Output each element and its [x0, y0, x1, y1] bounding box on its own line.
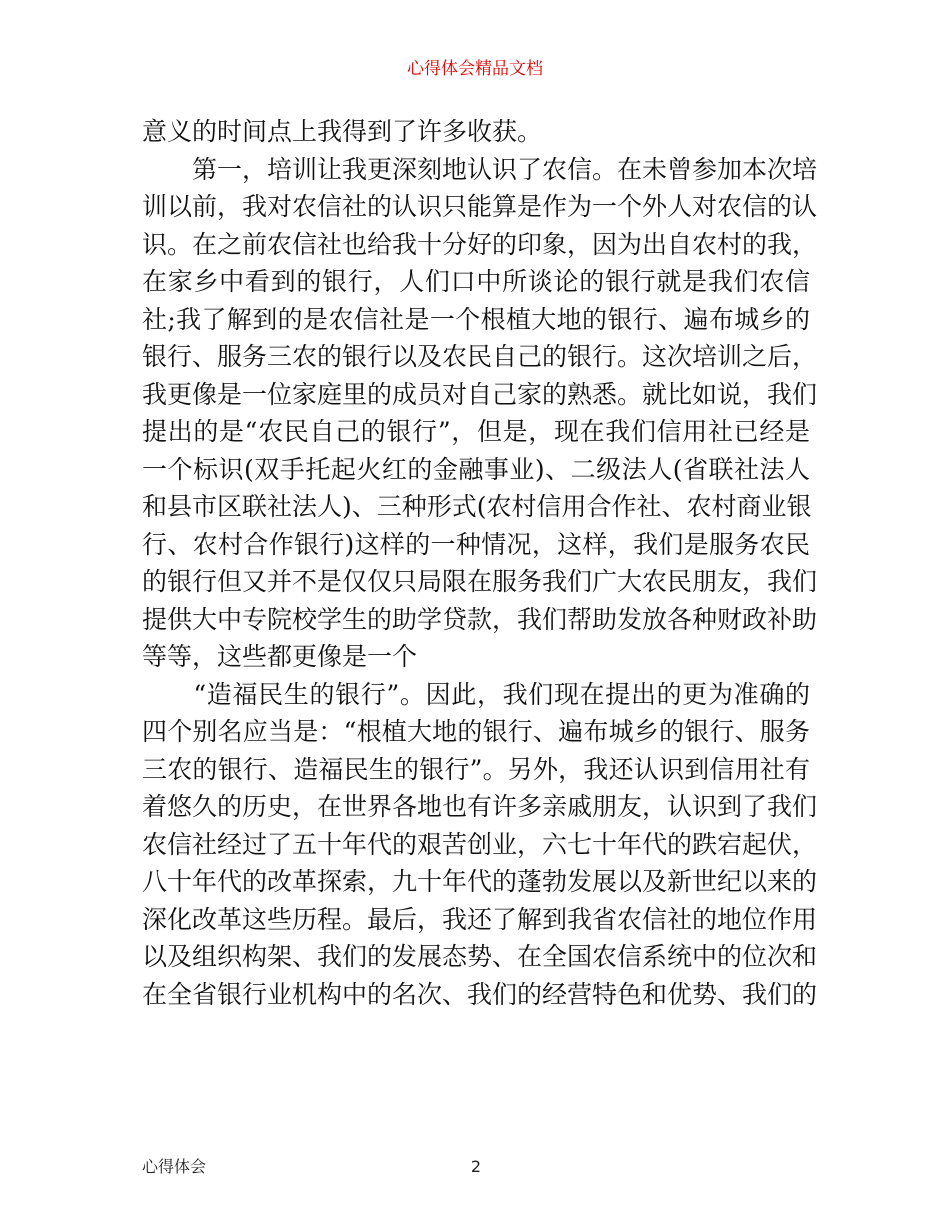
body-line: 以及组织构架、我们的发展态势、在全国农信系统中的位次和 [142, 942, 818, 971]
body-line: 和县市区联社法人)、三种形式(农村信用合作社、农村商业银 [142, 492, 812, 521]
body-line: 社;我了解到的是农信社是一个根植大地的银行、遍布城乡的 [142, 304, 810, 334]
body-line: 提供大中专院校学生的助学贷款，我们帮助发放各种财政补助 [142, 604, 818, 634]
body-line: 我更像是一位家庭里的成员对自己家的熟悉。就比如说，我们 [142, 379, 818, 409]
body-line: 四个别名应当是：“根植大地的银行、遍布城乡的银行、服务 [142, 717, 810, 746]
body-line: “造福民生的银行”。因此，我们现在提出的更为准确的 [142, 679, 810, 709]
body-line: 一个标识(双手托起火红的金融事业)、二级法人(省联社法人 [142, 454, 810, 484]
body-line: 识。在之前农信社也给我十分好的印象，因为出自农村的我， [142, 229, 818, 259]
page-header-title: 心得体会精品文档 [407, 59, 543, 79]
body-line: 银行、服务三农的银行以及农民自己的银行。这次培训之后， [142, 342, 818, 371]
body-line: 第一，培训让我更深刻地认识了农信。在未曾参加本次培 [142, 154, 818, 184]
body-line: 的银行但又并不是仅仅只局限在服务我们广大农民朋友，我们 [142, 567, 818, 596]
body-line: 训以前，我对农信社的认识只能算是作为一个外人对农信的认 [142, 192, 818, 221]
body-line: 等等，这些都更像是一个 [142, 642, 418, 671]
body-line: 在家乡中看到的银行，人们口中所谈论的银行就是我们农信 [142, 267, 810, 296]
body-line: 意义的时间点上我得到了许多收获。 [142, 117, 543, 146]
footer-label: 心得体会 [142, 1157, 207, 1176]
page-number: 2 [470, 1157, 482, 1176]
body-line: 在全省银行业机构中的名次、我们的经营特色和优势、我们的 [142, 979, 818, 1009]
body-line: 深化改革这些历程。最后，我还了解到我省农信社的地位作用 [142, 904, 818, 934]
body-line: 行、农村合作银行)这样的一种情况，这样，我们是服务农民 [142, 529, 810, 559]
body-text [142, 113, 818, 1013]
body-line: 提出的是“农民自己的银行”，但是，现在我们信用社已经是 [142, 417, 810, 446]
body-line: 八十年代的改革探索，九十年代的蓬勃发展以及新世纪以来的 [142, 867, 818, 896]
body-line: 着悠久的历史，在世界各地也有许多亲戚朋友，认识到了我们 [142, 792, 818, 821]
body-line: 农信社经过了五十年代的艰苦创业，六七十年代的跌宕起伏， [142, 829, 818, 859]
body-line: 三农的银行、造福民生的银行”。另外，我还认识到信用社有 [142, 754, 810, 784]
